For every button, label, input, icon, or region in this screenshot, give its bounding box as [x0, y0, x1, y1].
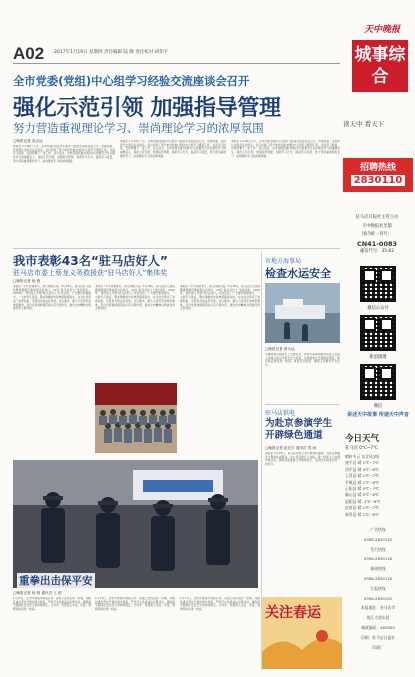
- date-line: 2017年1月19日 星期四 责任编辑 陆 静 责任校对 胡伟平: [54, 50, 169, 55]
- story3-body-col3: 1月17日，全市开展集中清查行动。各级公安机关统一部署，对辖区重点部位开展拉网式排查，严厉打击各类违法犯罪活动，确保春节期间社会治安大局持续稳定。行动中，民警深入车站、宾馆、网吧等场所逐一检查。: [180, 597, 260, 612]
- story4-label: 市地方海事局: [265, 258, 302, 265]
- info-line: 驻马店日报社主管主办: [355, 215, 399, 220]
- contact-line: 邮政编码：463000: [361, 624, 395, 630]
- ad-text: 关注春运: [265, 605, 321, 621]
- story2-body-col2: 本报讯 “平凡铸就非凡，善行成就大爱。”1月18日，驻马店好人颁奖暨道德模范事迹报告会举行，43名“驻马店好人”受到表彰。2016年，我市深入开展“驻马店好人”评选活动，广大群众积极参与，一大批平凡善良、敬业奉献的先进典型脱颖而出，在全社会营造了崇德向善、见贤思齐的良好风尚。会议要求，要大力宣传先进典型事迹，充分发挥道德模范的示范引领作用，推动全市精神文明建设再上新台阶。: [95, 285, 175, 311]
- story3-body-col1: 1月17日，全市开展集中清查行动。各级公安机关统一部署，对辖区重点部位开展拉网式排查，严厉打击各类违法犯罪活动，确保春节期间社会治安大局持续稳定。行动中，民警深入车站、宾馆、网吧等场所逐一检查。: [13, 597, 91, 612]
- contact-line: 0396-2830118: [364, 556, 392, 562]
- story2-photo: [95, 383, 177, 453]
- weather-list: [345, 454, 411, 518]
- qr-code: [360, 315, 396, 351]
- weather-line: 确山县 晴 0℃~6℃: [345, 492, 380, 498]
- weather-line: 泌阳县 晴 -1℃~6℃: [345, 498, 381, 504]
- weather-subtitle: 驻马店 0℃~7℃: [345, 446, 378, 451]
- contact-line: 0396-2830120: [364, 595, 392, 601]
- story2-subhead: 驻马店市委上蔡龙义务救援获“驻马店好人”集体奖: [13, 269, 168, 277]
- lead-headline: 强化示范引领 加强指导管理: [13, 96, 281, 121]
- weather-line: 晴转多云 东北风3级: [345, 454, 379, 459]
- story3-headline: 重拳出击保平安: [19, 575, 93, 587]
- divider: [265, 404, 340, 405]
- contact-line: 本报地址：驻马店市: [360, 605, 396, 611]
- weather-line: 上蔡县 晴 1℃~7℃: [345, 473, 380, 479]
- contact-line: 0396-2830116: [364, 575, 392, 581]
- contact-line: 0396-2830110: [364, 536, 392, 542]
- contact-line: 订报热线: [370, 585, 386, 591]
- weather-line: 新蔡县 晴 1℃~8℃: [345, 511, 380, 517]
- qr-code: [360, 266, 396, 302]
- divider: [13, 248, 340, 249]
- contact-line: 广告热线: [370, 527, 386, 532]
- story3-photo: [13, 460, 258, 588]
- info-line: CN41-0083: [356, 239, 398, 248]
- weather-line: 遂平县 晴 1℃~7℃: [345, 460, 380, 466]
- weather-line: 西平县 晴 0℃~6℃: [345, 466, 380, 472]
- masthead-logo: 天中晚报: [363, 25, 400, 35]
- page-number: A02: [13, 44, 45, 63]
- promo-box: [343, 158, 413, 192]
- story4-body: 为确保春运期间水上交通安全，市地方海事局组织执法人员深入各渡口码头开展安全大检查，对船舶救生设备配备情况、船员持证情况逐一检查，排查安全隐患，确保人民群众平安出行。: [265, 353, 340, 368]
- lead-byline: □晚报记者 高志远: [13, 139, 43, 143]
- story3-byline: □晚报记者 杨 晨 通讯员 王 波: [13, 591, 62, 595]
- weather-title: 今日天气: [345, 434, 380, 444]
- info-line: 天中晚报社出版: [361, 223, 393, 229]
- qr-code: [360, 364, 396, 400]
- section-title: 城事综合: [352, 40, 408, 92]
- story2-headline: 我市表彰43名“驻马店好人”: [13, 254, 168, 268]
- info-line: 国内统一刊号：: [361, 232, 393, 237]
- qr-label: 新浪微博: [369, 355, 387, 360]
- lead-body-col3: 本报讯 1月18日下午，全市党委(党组)中心组学习经验交流座谈会召开。市委常委、宣传部长出席会议并讲话。会议听取了部分单位党委(党组)中心组学习情况汇报，交流学习经验，安排部署下一步工作。会议指出，全市各级党委(党组)中心组要充分认识理论学习的重要意义，强化示范引领，加强指导管理，创新学习方式，提高学习质量，努力营造重视理论学习、崇尚理论学习的浓厚氛围。: [231, 140, 340, 158]
- qr-label: 微信: [373, 404, 383, 409]
- weather-line: 汝南县 晴 1℃~7℃: [345, 505, 380, 511]
- ad-banner: [262, 597, 342, 669]
- contact-line: 练江大道东段: [366, 615, 390, 621]
- story2-byline: □晚报记者 杨 晨: [13, 279, 41, 283]
- story4-headline: 检查水运安全: [265, 267, 331, 280]
- header-rule: [13, 63, 340, 64]
- qr-label: 微信公众号: [367, 306, 389, 311]
- weather-line: 正阳县 晴 0℃~7℃: [345, 486, 380, 492]
- contact-line: 新闻热线: [370, 566, 386, 572]
- contact-list: [345, 525, 411, 652]
- promo-title: 招聘热线: [359, 163, 396, 173]
- story5-label: 驻马店供电: [265, 410, 296, 417]
- story5-headline: 为赴京参演学生开辟绿色通道: [265, 418, 333, 441]
- promo-phone: 2830110: [351, 175, 405, 186]
- slogan: 讲述天中故事 传递天中声音: [347, 412, 409, 418]
- contact-line: 发行热线: [370, 546, 386, 552]
- story4-photo: [265, 283, 340, 343]
- info-block: [343, 214, 411, 257]
- lead-body-col1: 本报讯 1月18日下午，全市党委(党组)中心组学习经验交流座谈会召开。市委常委、宣传部长出席会议并讲话。会议听取了部分单位党委(党组)中心组学习情况汇报，交流学习经验，安排部署下一步工作。会议指出，全市各级党委(党组)中心组要充分认识理论学习的重要意义，强化示范引领，加强指导管理，创新学习方式，提高学习质量，努力营造重视理论学习、崇尚理论学习的浓厚氛围。: [13, 145, 115, 163]
- story2-body-col1: 本报讯 “平凡铸就非凡，善行成就大爱。”1月18日，驻马店好人颁奖暨道德模范事迹报告会举行，43名“驻马店好人”受到表彰。2016年，我市深入开展“驻马店好人”评选活动，广大群众积极参与，一大批平凡善良、敬业奉献的先进典型脱颖而出，在全社会营造了崇德向善、见贤思齐的良好风尚。会议要求，要大力宣传先进典型事迹，充分发挥道德模范的示范引领作用，推动全市精神文明建设再上新台阶。: [13, 285, 91, 311]
- contact-line: 印刷厂: [372, 644, 384, 650]
- lead-subhead: 努力营造重视理论学习、崇尚理论学习的浓厚氛围: [13, 121, 264, 135]
- contact-line: 印刷：驻马店日报社: [360, 634, 396, 640]
- story4-byline: □晚报记者 黄永远: [265, 347, 295, 351]
- lead-body-col2: 本报讯 1月18日下午，全市党委(党组)中心组学习经验交流座谈会召开。市委常委、宣传部长出席会议并讲话。会议听取了部分单位党委(党组)中心组学习情况汇报，交流学习经验，安排部署下一步工作。会议指出，全市各级党委(党组)中心组要充分认识理论学习的重要意义，强化示范引领，加强指导管理，创新学习方式，提高学习质量，努力营造重视理论学习、崇尚理论学习的浓厚氛围。: [120, 140, 226, 158]
- story2-body-col3: 本报讯 “平凡铸就非凡，善行成就大爱。”1月18日，驻马店好人颁奖暨道德模范事迹报告会举行，43名“驻马店好人”受到表彰。2016年，我市深入开展“驻马店好人”评选活动，广大群众积极参与，一大批平凡善良、敬业奉献的先进典型脱颖而出，在全社会营造了崇德向善、见贤思齐的良好风尚。会议要求，要大力宣传先进典型事迹，充分发挥道德模范的示范引领作用，推动全市精神文明建设再上新台阶。: [180, 285, 260, 311]
- story5-byline: □晚报记者 赵光宇 通讯员 郑 雨: [265, 446, 317, 450]
- folio-line: 读天中 看天下: [343, 120, 385, 128]
- story3-body-col2: 1月17日，全市开展集中清查行动。各级公安机关统一部署，对辖区重点部位开展拉网式排查，严厉打击各类违法犯罪活动，确保春节期间社会治安大局持续稳定。行动中，民警深入车站、宾馆、网吧等场所逐一检查。: [95, 597, 175, 612]
- lead-kicker: 全市党委(党组)中心组学习经验交流座谈会召开: [13, 75, 250, 88]
- info-line: 邮发代号：35-62: [360, 249, 394, 254]
- weather-line: 平舆县 晴 1℃~8℃: [345, 479, 380, 485]
- story5-body: 本报讯 1月18日，驻马店供电公司开辟绿色通道，为赴京参演学生提供优质服务。该公司安排专人对接，第一时间上门办理用电业务，确保各项准备工作顺利进行，受到学生和家长的一致好评。: [265, 452, 340, 467]
